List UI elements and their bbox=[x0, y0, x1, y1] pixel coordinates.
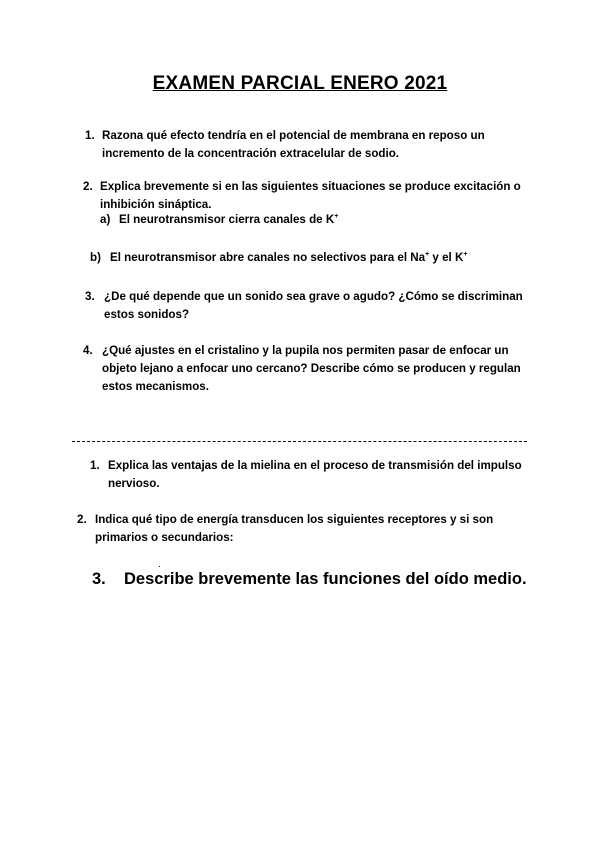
question-2 bbox=[83, 178, 533, 214]
stray-dot: . bbox=[158, 559, 161, 570]
question-number: 2. bbox=[83, 180, 93, 193]
question-text: ¿De qué depende que un sonido sea grave o agudo? ¿Cómo se discriminan estos sonidos? bbox=[104, 290, 523, 321]
question-4 bbox=[83, 342, 533, 396]
question-number: 1. bbox=[85, 129, 95, 142]
question-text: Indica qué tipo de energía transducen los siguientes receptores y si son primarios o secundarios: bbox=[95, 513, 494, 544]
subquestion-label: a) bbox=[100, 213, 111, 226]
question-2b bbox=[90, 249, 530, 267]
section-divider bbox=[72, 441, 527, 442]
question-number: 3. bbox=[92, 570, 106, 588]
question-1 bbox=[85, 127, 535, 163]
question-number: 2. bbox=[77, 513, 87, 526]
subquestion-text: El neurotransmisor abre canales no selectivos para el Na+ y el K+ bbox=[110, 251, 468, 264]
question-text: Explica brevemente si en las siguientes situaciones se produce excitación o inhibición sináptica. bbox=[100, 180, 521, 211]
subquestion-label: b) bbox=[90, 251, 101, 264]
question-text: Describe brevemente las funciones del oído medio. bbox=[124, 570, 527, 588]
question-number: 4. bbox=[83, 344, 93, 357]
question-text: Explica las ventajas de la mielina en el proceso de transmisión del impulso nervioso. bbox=[108, 459, 522, 490]
exam-title: EXAMEN PARCIAL ENERO 2021 bbox=[152, 73, 448, 94]
question-number: 3. bbox=[85, 290, 95, 303]
question-text: ¿Qué ajustes en el cristalino y la pupila nos permiten pasar de enfocar un objeto lejano a enfocar uno cercano? Describe cómo se producen y regulan estos mecanismos. bbox=[102, 344, 521, 393]
subquestion-text: El neurotransmisor cierra canales de K+ bbox=[119, 213, 339, 226]
question-number: 1. bbox=[90, 459, 100, 472]
question-s2-2 bbox=[77, 511, 537, 547]
question-s2-1 bbox=[90, 457, 540, 493]
question-2a bbox=[100, 211, 520, 229]
question-3 bbox=[85, 288, 535, 324]
question-text: Razona qué efecto tendría en el potencial de membrana en reposo un incremento de la concentración extracelular de sodio. bbox=[102, 129, 485, 160]
